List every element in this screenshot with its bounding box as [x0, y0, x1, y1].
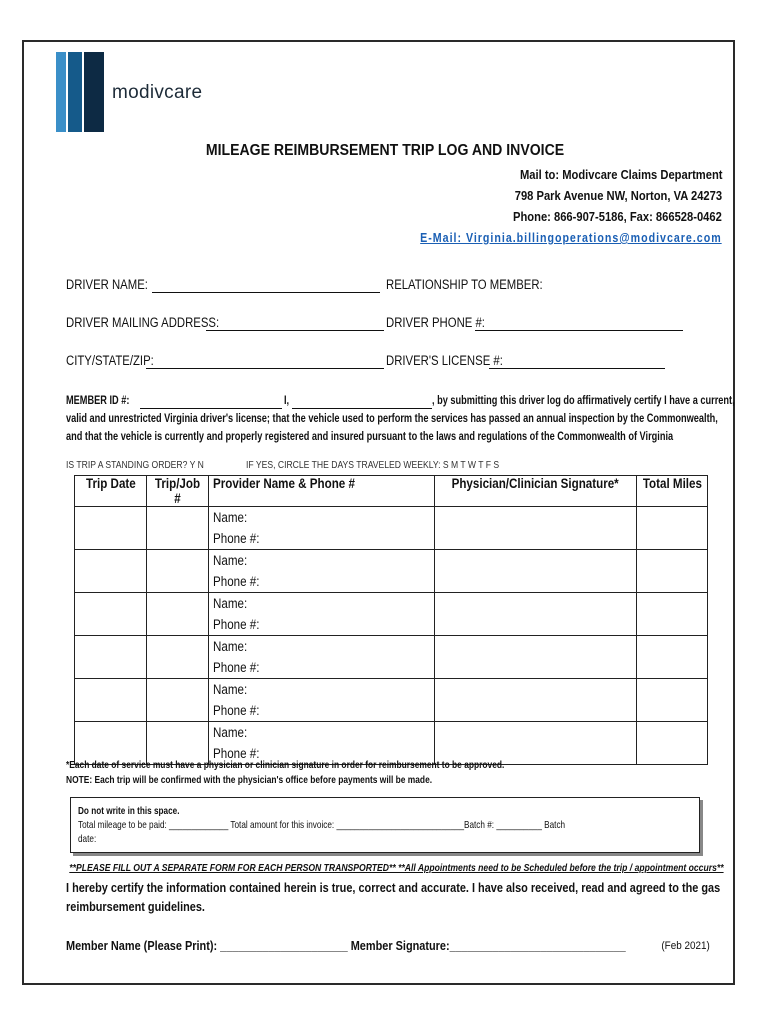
mail-address: 798 Park Avenue NW, Norton, VA 24273: [514, 188, 722, 203]
trip-date-cell[interactable]: [75, 679, 147, 722]
provider-cell[interactable]: Name: Phone #:: [209, 593, 435, 636]
member-id-label: MEMBER ID #:: [66, 395, 130, 407]
signature-cell[interactable]: [435, 507, 637, 550]
total-miles-cell[interactable]: [637, 550, 708, 593]
certify-line-2: reimbursement guidelines.: [66, 899, 205, 914]
member-id-field[interactable]: [140, 408, 282, 409]
trip-log-table: [74, 475, 708, 765]
confirmation-note: NOTE: Each trip will be confirmed with the physician's office before payments will be made.: [66, 774, 433, 786]
city-state-zip-field[interactable]: [146, 368, 384, 369]
header-trip-job: Trip/Job #: [147, 476, 209, 507]
logo-bar-light: [56, 52, 66, 132]
trip-job-cell[interactable]: [147, 636, 209, 679]
separate-form-instruction: **PLEASE FILL OUT A SEPARATE FORM FOR EACH PERSON TRANSPORTED** **All Appointments need to be Scheduled before the trip / appointment occurs**: [69, 862, 724, 874]
certifier-name-field[interactable]: [292, 408, 432, 409]
total-miles-cell[interactable]: [637, 507, 708, 550]
phone-fax: Phone: 866-907-5186, Fax: 866528-0462: [513, 209, 722, 224]
driver-name-field[interactable]: [152, 292, 380, 293]
provider-cell[interactable]: Name: Phone #:: [209, 636, 435, 679]
trip-date-cell[interactable]: [75, 507, 147, 550]
table-row: [75, 550, 708, 593]
mailing-address-field[interactable]: [206, 330, 384, 331]
license-field[interactable]: [489, 368, 665, 369]
signature-cell[interactable]: [435, 593, 637, 636]
certification-text-3: and that the vehicle is currently and properly registered and insured pursuant to the laws and regulations of the Commonwealth of Virginia: [66, 431, 674, 443]
signature-note: *Each date of service must have a physician or clinician signature in order for reimbursement to be approved.: [66, 759, 505, 771]
license-label: DRIVER'S LICENSE #:: [386, 353, 503, 368]
total-miles-cell[interactable]: [637, 593, 708, 636]
signature-cell[interactable]: [435, 550, 637, 593]
table-header-row: [75, 476, 708, 507]
office-use-line: Total mileage to be paid: _____________ Total amount for this invoice: ____________________________Batch #: __________ Batch: [78, 819, 566, 831]
trip-job-cell[interactable]: [147, 679, 209, 722]
trip-job-cell[interactable]: [147, 507, 209, 550]
driver-phone-field[interactable]: [475, 330, 683, 331]
table-row: [75, 636, 708, 679]
header-trip-date: Trip Date: [75, 476, 147, 507]
i-label: I,: [284, 395, 290, 407]
total-miles-cell[interactable]: [637, 679, 708, 722]
table-row: [75, 507, 708, 550]
brand-name: modivcare: [112, 82, 203, 103]
mailing-address-label: DRIVER MAILING ADDRESS:: [66, 315, 220, 330]
table-row: [75, 679, 708, 722]
provider-cell[interactable]: Name: Phone #:: [209, 507, 435, 550]
standing-order-question: IS TRIP A STANDING ORDER? Y N: [66, 460, 204, 471]
certify-line-1: I hereby certify the information contained herein is true, correct and accurate. I have also received, read and agreed to the gas: [66, 880, 721, 895]
certification-text-2: valid and unrestricted Virginia driver's license; that the vehicle used to perform the services has passed an annual inspection by the Commonwealth,: [66, 413, 718, 425]
city-state-zip-label: CITY/STATE/ZIP:: [66, 353, 154, 368]
provider-cell[interactable]: Name: Phone #:: [209, 550, 435, 593]
provider-cell[interactable]: Name: Phone #:: [209, 722, 435, 765]
trip-job-cell[interactable]: [147, 593, 209, 636]
trip-date-cell[interactable]: [75, 593, 147, 636]
trip-date-cell[interactable]: [75, 636, 147, 679]
member-signature-line[interactable]: Member Name (Please Print): _____________________ Member Signature:_____________________________: [66, 938, 626, 953]
email-link[interactable]: E-Mail: Virginia.billingoperations@modivcare.com: [420, 230, 722, 245]
logo-bar-dark: [84, 52, 104, 132]
provider-cell[interactable]: Name: Phone #:: [209, 679, 435, 722]
total-miles-cell[interactable]: [637, 636, 708, 679]
signature-cell[interactable]: [435, 679, 637, 722]
table-row: [75, 593, 708, 636]
certification-text-1: , by submitting this driver log do affirmatively certify I have a current,: [432, 395, 735, 407]
header-total-miles: Total Miles: [637, 476, 708, 507]
total-miles-cell[interactable]: [637, 722, 708, 765]
header-signature: Physician/Clinician Signature*: [435, 476, 637, 507]
modivcare-logo-mark: [56, 52, 106, 132]
header-provider: Provider Name & Phone #: [209, 476, 435, 507]
signature-cell[interactable]: [435, 636, 637, 679]
mail-to: Mail to: Modivcare Claims Department: [519, 167, 722, 182]
trip-date-cell[interactable]: [75, 550, 147, 593]
office-use-date: date:: [78, 833, 97, 845]
driver-name-label: DRIVER NAME:: [66, 277, 148, 292]
standing-order-days: IF YES, CIRCLE THE DAYS TRAVELED WEEKLY: S M T W T F S: [246, 460, 500, 471]
office-use-heading: Do not write in this space.: [78, 805, 180, 817]
form-date-code: (Feb 2021): [661, 940, 710, 952]
form-title: MILEAGE REIMBURSEMENT TRIP LOG AND INVOICE: [205, 142, 565, 159]
logo-bar-mid: [68, 52, 82, 132]
relationship-label: RELATIONSHIP TO MEMBER:: [386, 277, 543, 292]
driver-phone-label: DRIVER PHONE #:: [386, 315, 485, 330]
trip-job-cell[interactable]: [147, 550, 209, 593]
